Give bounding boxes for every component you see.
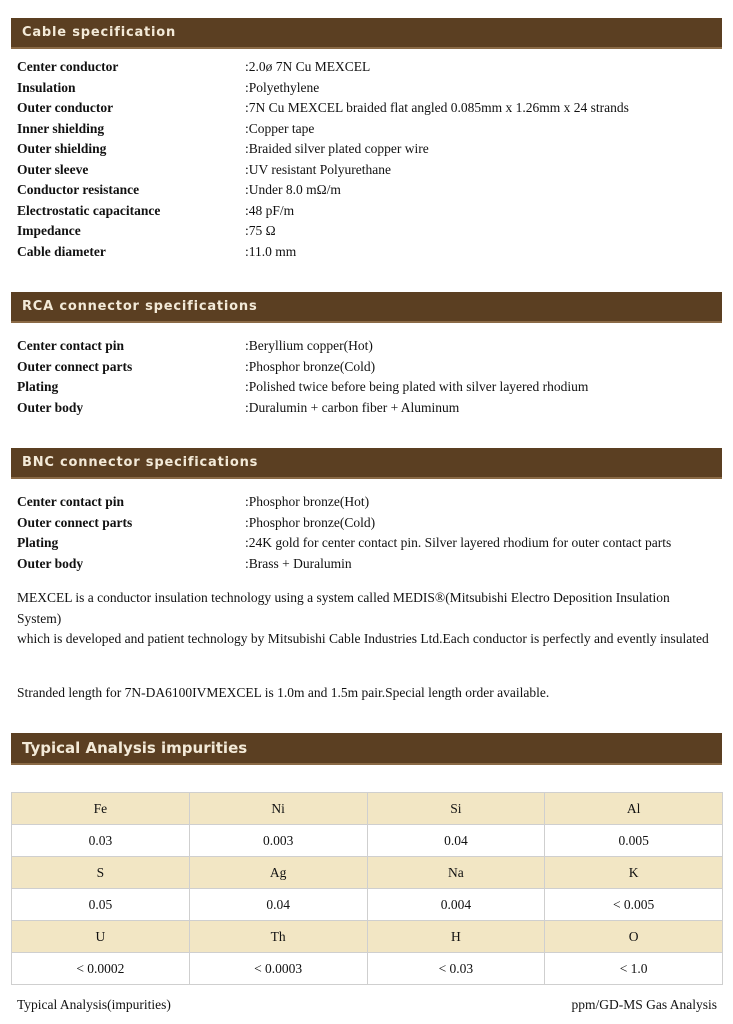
element-cell: O [545,921,723,953]
mexcel-paragraph-2: which is developed and patient technology by Mitsubishi Cable Industries Ltd.Each conductor is perfectly and evently insulated [17,631,709,646]
spec-label: Insulation [17,79,76,95]
spec-label: Outer conductor [17,100,114,116]
spec-row [17,357,717,378]
spec-label: Plating [17,535,59,551]
value-cell: 0.04 [189,889,367,921]
spec-label: Electrostatic capacitance [17,202,161,218]
element-cell: Al [545,793,723,825]
value-cell: 0.005 [545,825,723,857]
spec-value: :Braided silver plated copper wire [245,141,429,157]
spec-row [17,398,717,419]
spec-value: :Phosphor bronze(Cold) [245,358,376,374]
value-cell: 0.004 [367,889,545,921]
spec-row [17,336,717,357]
impurities-title: Typical Analysis impurities [22,739,248,757]
value-cell: < 1.0 [545,953,723,985]
spec-value: :Copper tape [245,120,315,136]
spec-label: Outer sleeve [17,161,89,177]
spec-label: Cable diameter [17,243,106,259]
element-cell: U [12,921,190,953]
spec-label: Plating [17,379,59,395]
spec-row [17,242,717,263]
element-cell: Ag [189,857,367,889]
spec-value: :Polyethylene [245,79,320,95]
stranded-length-note: Stranded length for 7N-DA6100IVMEXCEL is 1.0m and 1.5m pair.Special length order available. [17,685,550,700]
spec-value: :Beryllium copper(Hot) [245,338,373,354]
value-cell: < 0.0002 [12,953,190,985]
spec-value: :48 pF/m [245,202,295,218]
bnc-spec-list [17,492,717,574]
cable-spec-header [11,18,722,49]
element-cell: Si [367,793,545,825]
element-cell: Ni [189,793,367,825]
spec-row [17,513,717,534]
value-row [12,825,723,857]
spec-row [17,201,717,222]
spec-label: Center conductor [17,59,119,75]
spec-row [17,160,717,181]
spec-label: Conductor resistance [17,182,140,198]
element-cell: H [367,921,545,953]
value-cell: < 0.0003 [189,953,367,985]
bnc-spec-header [11,448,722,479]
spec-value: :UV resistant Polyurethane [245,161,391,177]
value-cell: 0.04 [367,825,545,857]
value-cell: 0.003 [189,825,367,857]
cable-spec-list [17,57,717,262]
value-cell: < 0.005 [545,889,723,921]
spec-row [17,533,717,554]
spec-row [17,119,717,140]
element-row [12,857,723,889]
spec-value: :24K gold for center contact pin. Silver layered rhodium for outer contact parts [245,535,672,551]
element-cell: K [545,857,723,889]
spec-label: Outer shielding [17,141,107,157]
element-cell: Na [367,857,545,889]
element-cell: S [12,857,190,889]
impurities-header [11,733,722,765]
spec-label: Outer connect parts [17,358,133,374]
spec-row [17,98,717,119]
rca-spec-header [11,292,722,323]
spec-value: :Polished twice before being plated with silver layered rhodium [245,379,589,395]
value-row [12,889,723,921]
spec-label: Impedance [17,223,81,239]
spec-row [17,180,717,201]
spec-label: Center contact pin [17,494,124,510]
spec-row [17,221,717,242]
rca-spec-list [17,336,717,418]
impurities-table [11,792,723,985]
spec-label: Inner shielding [17,120,105,136]
value-cell: 0.03 [12,825,190,857]
impurities-footer-right: ppm/GD-MS Gas Analysis [571,997,717,1012]
spec-value: :Phosphor bronze(Cold) [245,514,376,530]
spec-row [17,78,717,99]
element-row [12,793,723,825]
spec-row [17,554,717,575]
spec-label: Center contact pin [17,338,124,354]
spec-value: :7N Cu MEXCEL braided flat angled 0.085mm x 1.26mm x 24 strands [245,100,629,116]
mexcel-paragraph-1: MEXCEL is a conductor insulation technology using a system called MEDIS®(Mitsubishi Electro Deposition Insulation System) [17,590,670,626]
value-cell: < 0.03 [367,953,545,985]
cable-spec-title: Cable specification [22,25,177,40]
rca-spec-title: RCA connector specifications [22,299,258,314]
spec-value: :2.0ø 7N Cu MEXCEL [245,59,371,75]
spec-value: :11.0 mm [245,243,297,259]
spec-value: :Phosphor bronze(Hot) [245,494,370,510]
value-cell: 0.05 [12,889,190,921]
spec-label: Outer connect parts [17,514,133,530]
spec-label: Outer body [17,399,84,415]
spec-value: :Duralumin + carbon fiber + Aluminum [245,399,460,415]
spec-row [17,57,717,78]
element-cell: Fe [12,793,190,825]
element-cell: Th [189,921,367,953]
mexcel-description [17,588,717,650]
spec-row [17,492,717,513]
spec-label: Outer body [17,555,84,571]
spec-value: :Under 8.0 mΩ/m [245,182,341,198]
spec-value: :75 Ω [245,223,276,239]
spec-row [17,139,717,160]
value-row [12,953,723,985]
bnc-spec-title: BNC connector specifications [22,455,259,470]
impurities-footer-left: Typical Analysis(impurities) [17,997,171,1012]
element-row [12,921,723,953]
spec-row [17,377,717,398]
spec-value: :Brass + Duralumin [245,555,352,571]
